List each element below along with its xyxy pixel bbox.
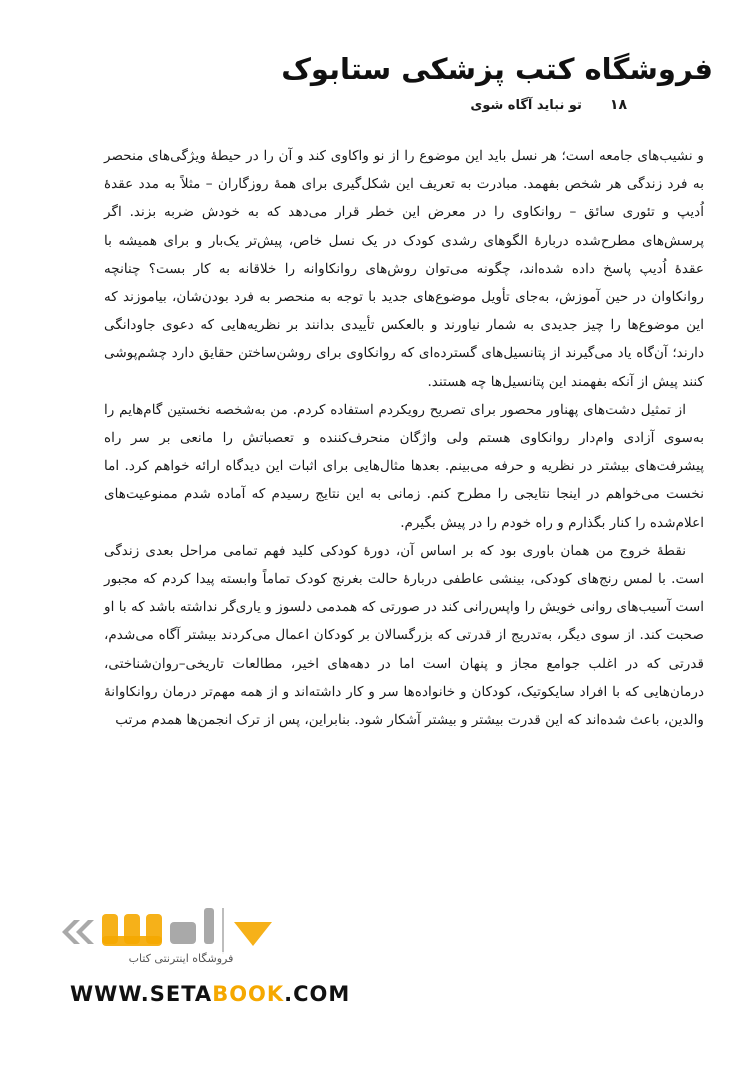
running-head <box>30 97 627 113</box>
paragraph: و نشیب‌های جامعه است؛ هر نسل باید این موضوع را از نو واکاوی کند و آن را در حیطهٔ ویژگی‌های منحصر به فرد زندگی هر شخص بفهمد. مبادرت به تعریف این شکل‌گیری برای همهٔ روزگاران – مثلاً به مدد عقدهٔ اُدیپ و تئوری سائق – روانکاوی را در معرض این خطر قرار می‌دهد که به خودش ضربه بزند. اگر پرسش‌های مطرح‌شده دربارهٔ الگوهای رشدی کودک در یک نسل خاص، پیش‌تر یک‌بار و برای همیشه با عقدهٔ اُدیپ پاسخ داده شده‌اند، چگونه می‌توان روش‌های روانکاوانه را خلاقانه به کار بست؟ چنانچه روانکاوان در حین آموزش، به‌جای تأویل موضوع‌های جدید با توجه به منحصر به فرد بودن‌شان، بیاموزند که این موضوع‌ها را چیز جدیدی به شمار نیاورند و بالعکس تأییدی بدانند بر نظریه‌هایی که دعوی جاودانگی دارند؛ آن‌گاه یاد می‌گیرند از پتانسیل‌های گسترده‌ای که روانکاوی برای روشن‌ساختن حقایق دارد چشم‌پوشی کنند پیش از آنکه بفهمند این پتانسیل‌ها چه هستند. <box>104 148 704 390</box>
watermark-title: فروشگاه کتب پزشکی ستابوک <box>281 52 713 86</box>
logo-tagline: فروشگاه اینترنتی کتاب <box>106 952 256 965</box>
setabook-logo <box>58 902 318 982</box>
page-number: ۱۸ <box>609 97 627 113</box>
paragraph: از تمثیل دشت‌های پهناور محصور برای تصریح رویکردم استفاده کردم. من به‌شخصه نخستین گام‌هایم را به‌سوی آزادی وام‌دار روانکاوی هستم ولی واژگان منحرف‌کننده و تعصباتش را مانعی بر سر راه پیشرفت‌های بیشتر در نظریه و حرفه می‌بینم. بعدها مثال‌هایی برای اثبات این دیدگاه ارائه خواهم کرد. اما نخست می‌خواهم در اینجا نتایجی را مطرح کنم. زمانی به این نتایج رسیدم که آماده شدم ممنوعیت‌های اعلام‌شده را کنار بگذارم و راه خودم را در پیش بگیرم. <box>104 401 704 531</box>
url-suffix: .COM <box>284 982 351 1006</box>
book-title: تو نباید آگاه شوی <box>470 97 582 113</box>
paragraph: نقطهٔ خروج من همان باوری بود که بر اساس آن، دورهٔ کودکی کلید فهم تمامی مراحل بعدی زندگی است. با لمس رنج‌های کودکی، بینشی عاطفی دربارهٔ حالت بغرنج کودک تماماً وابسته پیدا کردم که مجبور است آسیب‌های روانی خویش را واپس‌رانی کند در صورتی که همدمی دلسوز و یاری‌گر نداشته باشد که با او صحبت کند. از سوی دیگر، به‌تدریج از قدرتی که بزرگسالان بر کودکان اعمال می‌کردند بیشتر آگاه می‌شدم، قدرتی که در اغلب جوامع مجاز و پنهان است اما در دهه‌های اخیر، مطالعات تاریخی–روان‌شناختی، درمان‌هایی که با افراد سایکوتیک، کودکان و خانواده‌ها سر و کار داشته‌اند و از همه مهم‌تر درمان روانکاوانهٔ والدین، باعث شده‌اند که این قدرت بیشتر و بیشتر آشکار شود. بنابراین، پس از ترک انجمن‌ها همدم مرتب <box>104 542 704 729</box>
url-prefix: WWW.SETA <box>70 982 213 1006</box>
body-text <box>104 142 704 734</box>
watermark-url <box>70 982 350 1006</box>
url-accent: BOOK <box>212 982 285 1006</box>
